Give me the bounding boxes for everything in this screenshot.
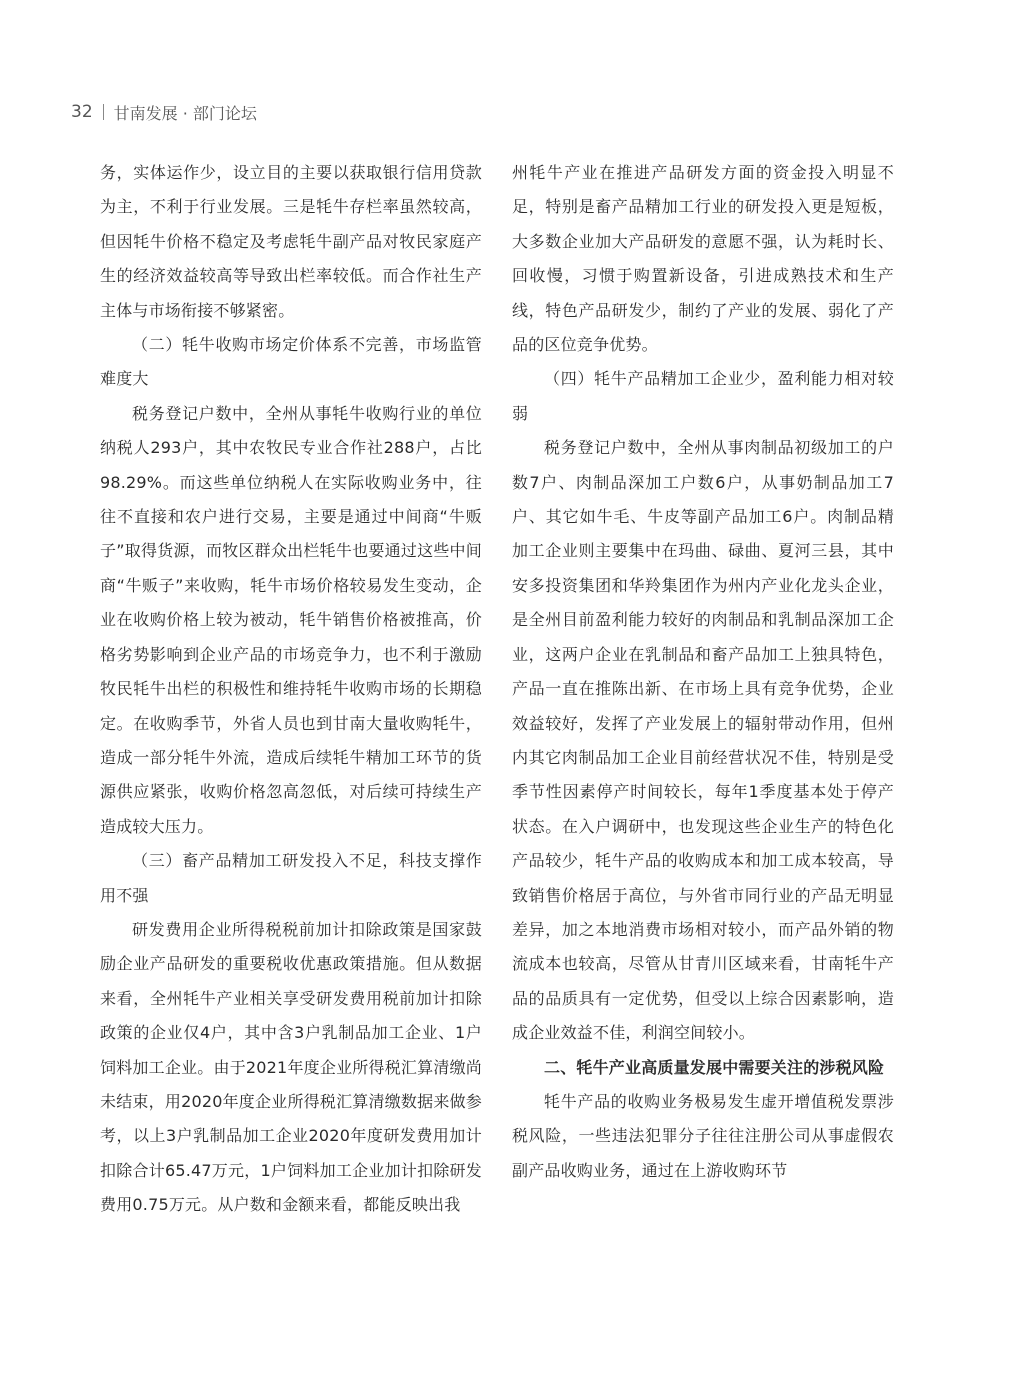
header-divider bbox=[103, 104, 104, 120]
paragraph: 牦牛产品的收购业务极易发生虚开增值税发票涉税风险，一些违法犯罪分子往往注册公司从事虚假农副产品收购业务，通过在上游收购环节 bbox=[512, 1091, 894, 1180]
paragraph: 研发费用企业所得税税前加计扣除政策是国家鼓励企业产品研发的重要税收优惠政策措施。但从数据来看，全州牦牛产业相关享受研发费用税前加计扣除政策的企业仅4户，其中含3户乳制品加工企业、1户饲料加工企业。由于2021年度企业所得税汇算清缴尚未结束，用2020年度企业所得税汇算清缴数据来做参考，以上3户乳制品加工企业2020年度研发费用加计扣除合计65.47万元，1户饲料加工企业加计扣除研发费用0.75万元。从户数和金额来看，都能反映出我 bbox=[100, 919, 482, 1215]
subheading: （四）牦牛产品精加工企业少，盈利能力相对较弱 bbox=[512, 369, 894, 423]
subheading: （二）牦牛收购市场定价体系不完善，市场监管难度大 bbox=[100, 335, 482, 389]
section-heading: 二、牦牛产业高质量发展中需要关注的涉税风险 bbox=[544, 1057, 885, 1077]
paragraph: 州牦牛产业在推进产品研发方面的资金投入明显不足，特别是畜产品精加工行业的研发投入更是短板，大多数企业加大产品研发的意愿不强，认为耗时长、回收慢，习惯于购置新设备，引进成熟技术和生产线，特色产品研发少，制约了产业的发展、弱化了产品的区位竞争优势。 bbox=[512, 163, 894, 355]
subheading: （三）畜产品精加工研发投入不足，科技支撑作用不强 bbox=[100, 851, 482, 905]
page-number: 32 bbox=[71, 102, 93, 122]
section-title: 甘南发展 · 部门论坛 bbox=[113, 103, 257, 123]
paragraph: 税务登记户数中，全州从事肉制品初级加工的户数7户、肉制品深加工户数6户，从事奶制品加工7户、其它如牛毛、牛皮等副产品加工6户。肉制品精加工企业则主要集中在玛曲、碌曲、夏河三县，其中安多投资集团和华羚集团作为州内产业化龙头企业，是全州目前盈利能力较好的肉制品和乳制品深加工企业，这两户企业在乳制品和畜产品加工上独具特色，产品一直在推陈出新、在市场上具有竞争优势，企业效益较好，发挥了产业发展上的辐射带动作用，但州内其它肉制品加工企业目前经营状况不佳，特别是受季节性因素停产时间较长，每年1季度基本处于停产状态。在入户调研中，也发现这些企业生产的特色化产品较少，牦牛产品的收购成本和加工成本较高，导致销售价格居于高位，与外省市同行业的产品无明显差异，加之本地消费市场相对较小，而产品外销的物流成本也较高，尽管从甘青川区域来看，甘南牦牛产品的品质具有一定优势，但受以上综合因素影响，造成企业效益不佳，利润空间较小。 bbox=[512, 438, 894, 1043]
left-column bbox=[100, 156, 482, 1223]
paragraph: 税务登记户数中，全州从事牦牛收购行业的单位纳税人293户，其中农牧民专业合作社288户，占比98.29%。而这些单位纳税人在实际收购业务中，往往不直接和农户进行交易，主要是通过中间商“牛贩子”取得货源，而牧区群众出栏牦牛也要通过这些中间商“牛贩子”来收购，牦牛市场价格较易发生变动，企业在收购价格上较为被动，牦牛销售价格被推高，价格劣势影响到企业产品的市场竞争力，也不利于激励牧民牦牛出栏的积极性和维持牦牛收购市场的长期稳定。在收购季节，外省人员也到甘南大量收购牦牛，造成一部分牦牛外流，造成后续牦牛精加工环节的货源供应紧张，收购价格忽高忽低，对后续可持续生产造成较大压力。 bbox=[100, 403, 482, 836]
paragraph: 务，实体运作少，设立目的主要以获取银行信用贷款为主，不利于行业发展。三是牦牛存栏率虽然较高，但因牦牛价格不稳定及考虑牦牛副产品对牧民家庭产生的经济效益较高等导致出栏率较低。而合作社生产主体与市场衔接不够紧密。 bbox=[100, 163, 482, 320]
right-column bbox=[512, 156, 894, 1188]
page-header bbox=[71, 100, 257, 124]
